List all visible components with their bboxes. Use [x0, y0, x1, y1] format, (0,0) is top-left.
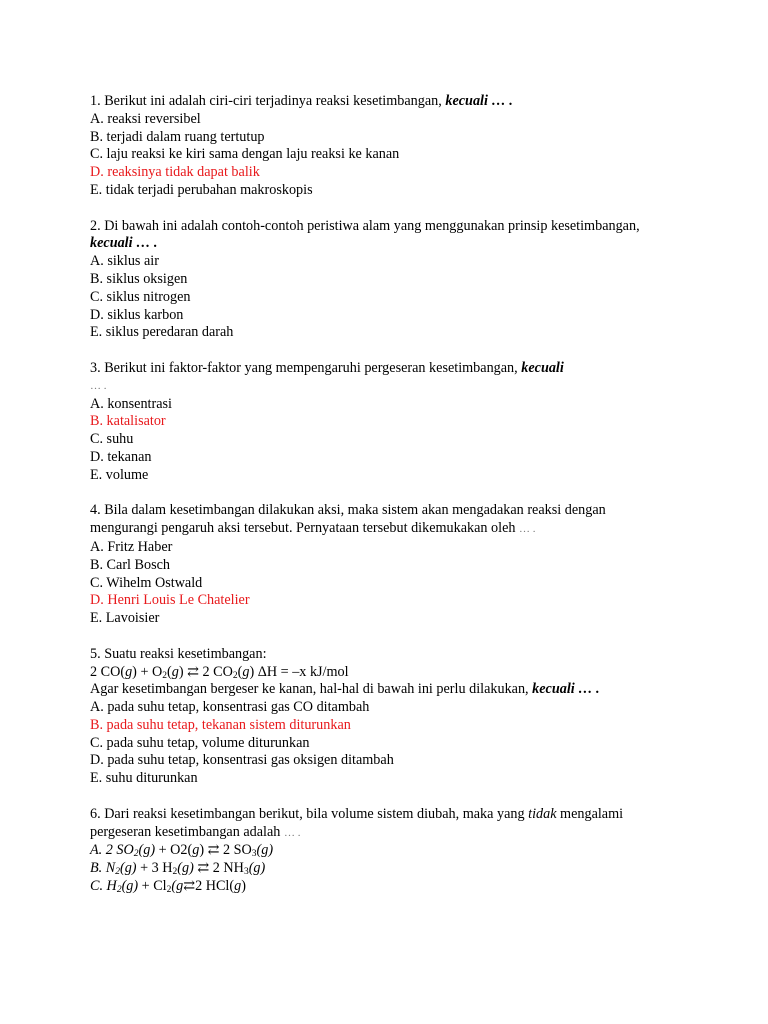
option-b: B. terjadi dalam ruang tertutup	[90, 128, 265, 145]
stem-text: 3. Berikut ini faktor-faktor yang mempengaruhi pergeseran kesetimbangan,	[90, 359, 522, 376]
question-stem: 2. Di bawah ini adalah contoh-contoh peristiwa alam yang menggunakan prinsip kesetimbangan,	[90, 217, 640, 234]
stem-emphasis: kecuali … .	[445, 93, 513, 109]
question-6	[90, 806, 690, 896]
option-a: A. konsentrasi	[90, 395, 172, 412]
option-e: E. tidak terjadi perubahan makroskopis	[90, 181, 313, 198]
question-3	[90, 360, 690, 485]
option-a: A. reaksi reversibel	[90, 110, 201, 127]
option-c: C. siklus nitrogen	[90, 288, 191, 305]
stem-emphasis: kecuali	[521, 359, 564, 376]
question-stem	[90, 360, 690, 378]
option-a: A. 2 $SO_2(g) + O2(g)$ ⇄ 2 $SO_3(g)$	[90, 842, 274, 860]
option-a: A. Fritz Haber	[90, 538, 173, 555]
stem-emphasis: tidak	[528, 805, 557, 822]
question-stem: 4. Bila dalam kesetimbangan dilakukan aksi, maka sistem akan mengadakan reaksi dengan	[90, 502, 606, 519]
question-2	[90, 218, 690, 343]
option-a: A. siklus air	[90, 253, 159, 270]
option-c: C. suhu	[90, 431, 134, 448]
option-c: C. laju reaksi ke kiri sama dengan laju reaksi ke kanan	[90, 146, 400, 163]
question-stem	[90, 93, 690, 111]
stem-emphasis: kecuali … .	[532, 681, 600, 698]
stem-text-end: mengalami	[556, 805, 624, 822]
stem-ellipsis: … .	[90, 379, 107, 392]
option-b: B. siklus oksigen	[90, 270, 188, 287]
question-stem-cont	[90, 824, 690, 843]
option-d-correct: D. Henri Louis Le Chatelier	[90, 592, 250, 609]
question-stem-cont	[90, 520, 690, 539]
option-e: E. Lavoisier	[90, 610, 160, 627]
option-e: E. suhu diturunkan	[90, 770, 198, 787]
option-d: D. siklus karbon	[90, 306, 184, 323]
stem-text: pergeseran kesetimbangan adalah	[90, 823, 284, 840]
reaction-equation: 2 $CO(g) + O_2(g)$ ⇄ 2 $CO_2(g) \Delta H = -x$ kJ/mol	[90, 663, 349, 681]
option-b: B. $N_2(g) + 3$ $H_2(g)$ ⇄ 2 $NH_3(g)$	[90, 860, 266, 878]
stem-ellipsis: … .	[283, 826, 301, 839]
option-e: E. volume	[90, 466, 149, 483]
option-c: C. Wihelm Ostwald	[90, 574, 203, 591]
question-1	[90, 93, 690, 200]
stem-ellipsis: … .	[519, 523, 536, 536]
stem-text: 1. Berikut ini adalah ciri-ciri terjadinya reaksi kesetimbangan,	[90, 93, 446, 109]
option-b-correct: B. pada suhu tetap, tekanan sistem diturunkan	[90, 716, 351, 733]
option-d: D. tekanan	[90, 448, 152, 465]
question-stem-cont	[90, 681, 690, 699]
stem-text: 6. Dari reaksi kesetimbangan berikut, bila volume sistem diubah, maka yang	[90, 805, 529, 822]
stem-text: mengurangi pengaruh aksi tersebut. Pernyataan tersebut dikemukakan oleh	[90, 520, 520, 537]
question-5	[90, 646, 690, 788]
quiz-document	[90, 93, 690, 914]
question-stem: 5. Suatu reaksi kesetimbangan:	[90, 645, 267, 662]
option-b: B. Carl Bosch	[90, 556, 170, 573]
stem-text: Agar kesetimbangan bergeser ke kanan, hal-hal di bawah ini perlu dilakukan,	[90, 681, 533, 698]
stem-emphasis: kecuali … .	[90, 235, 158, 252]
question-stem	[90, 806, 690, 824]
question-4	[90, 502, 690, 628]
option-c: C. $H_2(g)$ + $Cl_2(g⇄2$ HCl(g)	[90, 878, 246, 896]
option-c: C. pada suhu tetap, volume diturunkan	[90, 734, 310, 751]
option-a: A. pada suhu tetap, konsentrasi gas CO ditambah	[90, 699, 370, 716]
option-d: D. pada suhu tetap, konsentrasi gas oksigen ditambah	[90, 752, 394, 769]
option-b-correct: B. katalisator	[90, 413, 166, 430]
option-d-correct: D. reaksinya tidak dapat balik	[90, 164, 260, 181]
option-e: E. siklus peredaran darah	[90, 324, 234, 341]
